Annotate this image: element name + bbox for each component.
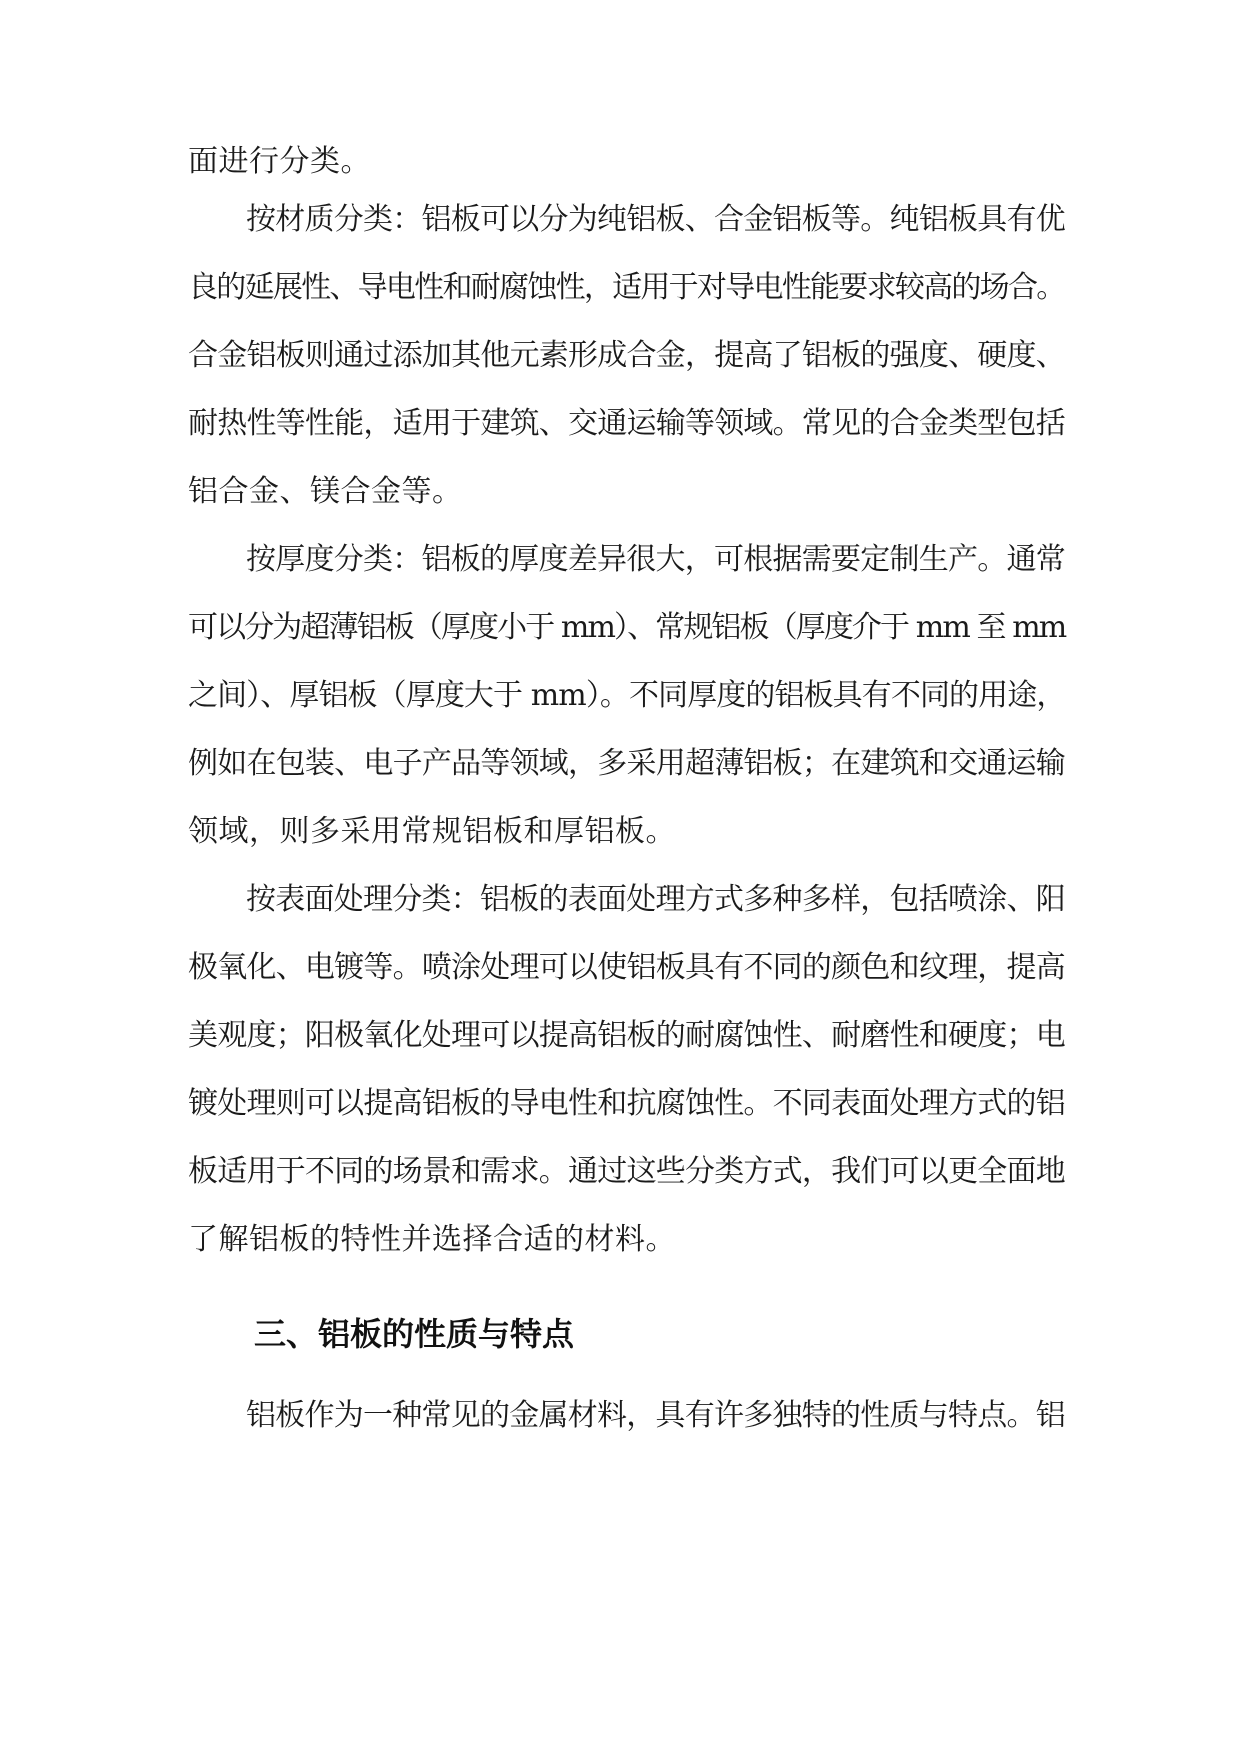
text-line: 铝合金、镁合金等。: [188, 474, 463, 509]
text-line: 板适用于不同的场景和需求。通过这些分类方式，我们可以更全面地: [188, 1154, 1065, 1189]
paragraph-material-line-1: 按材质分类：铝板可以分为纯铝板、合金铝板等。纯铝板具有优: [246, 202, 1065, 237]
text-line: 良的延展性、导电性和耐腐蚀性，适用于对导电性能要求较高的场合。: [188, 270, 1065, 305]
text-line: 面进行分类。: [188, 144, 371, 179]
paragraph-properties-line-1: 铝板作为一种常见的金属材料，具有许多独特的性质与特点。铝: [246, 1398, 1065, 1433]
text-line: 耐热性等性能，适用于建筑、交通运输等领域。常见的合金类型包括: [188, 406, 1065, 441]
text-line: 极氧化、电镀等。喷涂处理可以使铝板具有不同的颜色和纹理，提高: [188, 950, 1065, 985]
text-line: 领域，则多采用常规铝板和厚铝板。: [188, 814, 676, 849]
text-line: 镀处理则可以提高铝板的导电性和抗腐蚀性。不同表面处理方式的铝: [188, 1086, 1065, 1121]
paragraph-thickness-line-1: 按厚度分类：铝板的厚度差异很大，可根据需要定制生产。通常: [246, 542, 1065, 577]
text-line: 了解铝板的特性并选择合适的材料。: [188, 1222, 676, 1257]
text-line: 之间）、厚铝板（厚度大于 mm）。不同厚度的铝板具有不同的用途，: [188, 678, 1066, 713]
section-heading: 三、铝板的性质与特点: [254, 1315, 575, 1353]
paragraph-surface-line-1: 按表面处理分类：铝板的表面处理方式多种多样，包括喷涂、阳: [246, 882, 1065, 917]
text-line: 合金铝板则通过添加其他元素形成合金，提高了铝板的强度、硬度、: [188, 338, 1065, 373]
text-line: 例如在包装、电子产品等领域，多采用超薄铝板；在建筑和交通运输: [188, 746, 1065, 781]
text-line: 可以分为超薄铝板（厚度小于 mm）、常规铝板（厚度介于 mm 至 mm: [188, 610, 1066, 645]
text-line: 美观度；阳极氧化处理可以提高铝板的耐腐蚀性、耐磨性和硬度；电: [188, 1018, 1065, 1053]
